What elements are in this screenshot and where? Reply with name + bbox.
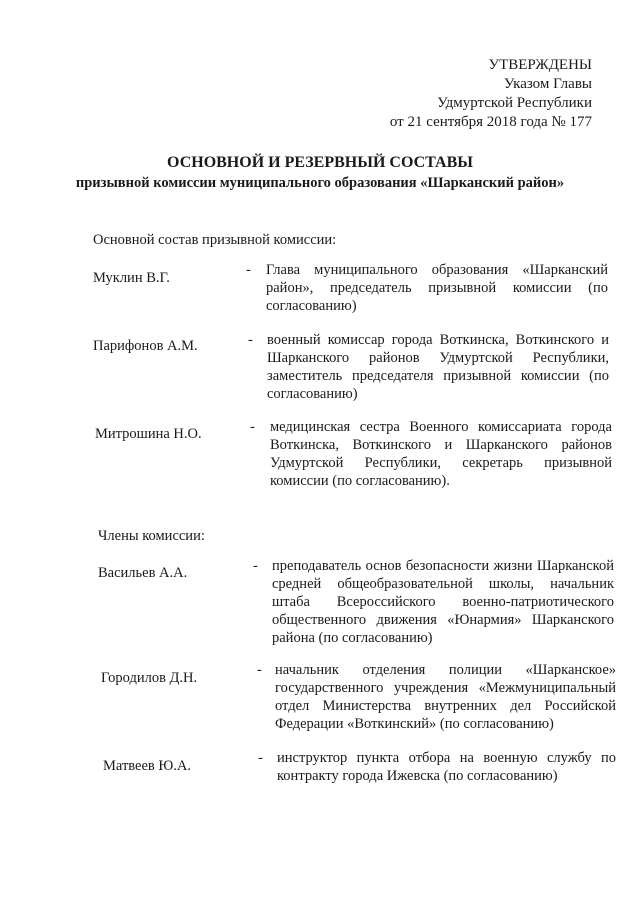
member-name: Митрошина Н.О. <box>95 426 202 442</box>
member-name: Городилов Д.Н. <box>101 670 198 686</box>
member-dash: - <box>258 750 263 766</box>
member-dash: - <box>248 332 253 348</box>
member-dash: - <box>250 419 255 435</box>
member-description: начальник отделения полиции «Шарканское» государственного учреждения «Межмуниципальный отдел Министерства внутренних дел Российской Федерации «Воткинский» (по согласованию) <box>275 662 616 732</box>
document-title: ОСНОВНОЙ И РЕЗЕРВНЫЙ СОСТАВЫ <box>167 154 473 171</box>
approval-line-approved: УТВЕРЖДЕНЫ <box>488 57 592 73</box>
member-description: преподаватель основ безопасности жизни Шарканской средней общеобразовательной школы, начальник штаба Всероссийского военно-патриотического общественного движения «Юнармия» Шарканского района (по согласованию) <box>272 558 614 646</box>
member-dash: - <box>246 262 251 278</box>
approval-stamp <box>390 56 592 132</box>
main-section-heading: Основной состав призывной комиссии: <box>93 232 337 248</box>
member-name: Васильев А.А. <box>98 565 188 581</box>
member-name: Матвеев Ю.А. <box>103 758 192 774</box>
member-dash: - <box>253 558 258 574</box>
member-description: инструктор пункта отбора на военную службу по контракту города Ижевска (по согласованию) <box>277 750 616 784</box>
approval-line-republic: Удмуртской Республики <box>437 95 592 111</box>
member-dash: - <box>257 662 262 678</box>
document-subtitle: призывной комиссии муниципального образования «Шарканский район» <box>75 175 565 191</box>
member-name: Парифонов А.М. <box>93 338 198 354</box>
approval-line-date: от 21 сентября 2018 года № 177 <box>389 114 592 130</box>
member-description: Глава муниципального образования «Шарканский район», председатель призывной комиссии (по согласованию) <box>266 262 608 314</box>
members-section-heading: Члены комиссии: <box>98 528 205 544</box>
member-description: медицинская сестра Военного комиссариата города Воткинска, Воткинского и Шарканского районов Удмуртской Республики, секретарь призывной комиссии (по согласованию). <box>270 419 612 489</box>
member-name: Муклин В.Г. <box>93 270 170 286</box>
approval-line-decree: Указом Главы <box>503 76 592 92</box>
member-description: военный комиссар города Воткинска, Воткинского и Шарканского районов Удмуртской Республики, заместитель председателя призывной комиссии (по согласованию) <box>267 332 609 402</box>
